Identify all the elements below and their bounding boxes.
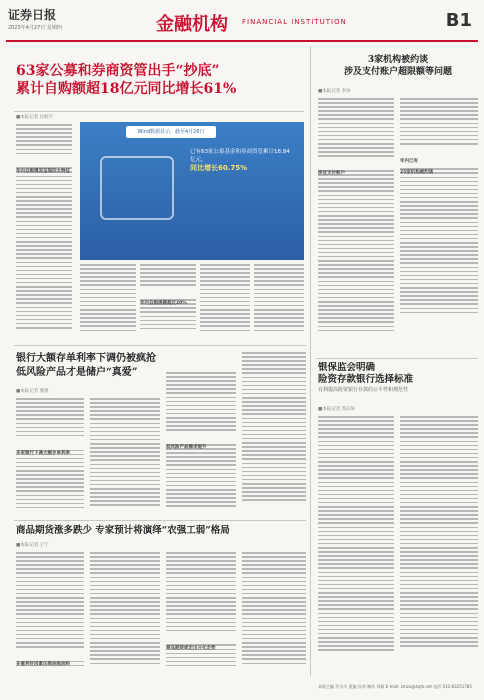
left-mid-col-1: [16, 398, 84, 516]
bottom-story-title: 商品期货涨多跌少 专家预计将演绎“农强工弱”格局: [16, 525, 230, 536]
graphic-text: 已有63家公募基金和券商资管累计18.84亿元，: [190, 149, 290, 163]
lead-subhead-1: 年内自购情况呈现四大特征: [16, 168, 70, 174]
right-top-title-line2: 涉及支付账户超限额等问题: [343, 67, 452, 77]
right-top-byline: ■本报记者 李冰: [318, 89, 351, 94]
bottom-col-3: [166, 552, 236, 672]
lead-bottom-divider: [14, 345, 306, 346]
issue-date: 2023年4月27日 星期四: [8, 25, 62, 31]
graphic-highlight: 同比增长60.75%: [190, 164, 248, 172]
right-bottom-col-1: [318, 416, 394, 674]
right-top-subhead-1: 涉及支付账户: [318, 171, 345, 177]
right-top-col-2: [400, 98, 478, 350]
bottom-subhead-1: 多重利好因素压制油脂油料: [16, 662, 70, 668]
right-top-headline-block: [318, 54, 478, 88]
left-mid-title-line1: 银行大额存单利率下调仍被疯抢: [16, 353, 156, 364]
graphic-caption: [190, 148, 294, 192]
left-mid-col-2: [90, 398, 160, 516]
lead-headline-block: [16, 62, 302, 108]
bottom-headline-block: [16, 524, 308, 538]
lead-text-col-5: [254, 264, 304, 340]
bottom-col-2: [90, 552, 160, 672]
page-number: B1: [445, 10, 472, 31]
right-bottom-col-2: [400, 416, 478, 674]
bottom-story-byline: ■本报记者 王宁: [16, 543, 49, 548]
right-top-title-line1: 3家机构被约谈: [367, 55, 429, 65]
graphic-coin-stack: [100, 156, 174, 220]
right-top-subhead-2: 年内已有: [400, 159, 418, 165]
right-bottom-byline: ■本报记者 苏向杲: [318, 407, 356, 412]
left-mid-col-3: [166, 372, 236, 516]
bottom-subhead-2: 商品期货或走出分化走势: [166, 645, 216, 651]
section-title: 金融机构: [156, 14, 228, 35]
lead-text-col-4: [200, 264, 250, 340]
right-top-subhead-3: 25家机构被约谈: [400, 169, 434, 175]
left-mid-subhead-2: 低风险产品需求提升: [166, 445, 207, 451]
lead-text-col-2: [80, 264, 136, 340]
lead-headline-line2: 累计自购额超18亿元同比增长61%: [16, 81, 237, 97]
newspaper-name: 证券日报: [8, 8, 57, 22]
lead-text-col-3: [140, 264, 196, 340]
right-bottom-deck: 有利提高险资银行存款的公平性和规范性: [318, 387, 409, 393]
bottom-col-1: [16, 552, 84, 672]
lead-graphic: [80, 122, 304, 260]
page-footer: 本版主编 乔川川 责编 孙华 制作 刘雄 E-mail: zmzx@zqrb.net 电话 010-83251785: [318, 684, 472, 689]
column-separator: [310, 46, 311, 676]
graphic-badge: Wind数据显示，截至4月26日: [126, 126, 216, 138]
right-top-col-1: [318, 98, 394, 350]
lead-text-col-1: [16, 124, 72, 340]
left-mid-byline: ■本报记者 熊悦: [16, 389, 49, 394]
left-mid-subhead-1: 多家银行下调大额存单利率: [16, 450, 70, 456]
left-mid-title-line2: 低风险产品才是储户“真爱”: [16, 367, 138, 378]
right-bottom-subtitle: 险资存款银行选择标准: [318, 374, 414, 385]
masthead: [6, 4, 478, 42]
left-mid-col-4: [242, 352, 306, 516]
lead-byline: ■本报记者 昌校宇: [16, 115, 54, 120]
right-bottom-headline-block: [318, 362, 478, 404]
section-title-en: FINANCIAL INSTITUTION: [242, 18, 347, 26]
lead-subhead-2: 年内自购规模超过20%: [140, 300, 187, 306]
lead-divider: [14, 111, 304, 112]
bottom-story-divider: [14, 520, 306, 521]
right-mid-divider: [316, 358, 478, 359]
bottom-col-4: [242, 552, 306, 672]
lead-headline-line1: 63家公募和券商资管出手“抄底”: [16, 63, 220, 79]
right-bottom-title: 银保监会明确: [318, 362, 376, 373]
